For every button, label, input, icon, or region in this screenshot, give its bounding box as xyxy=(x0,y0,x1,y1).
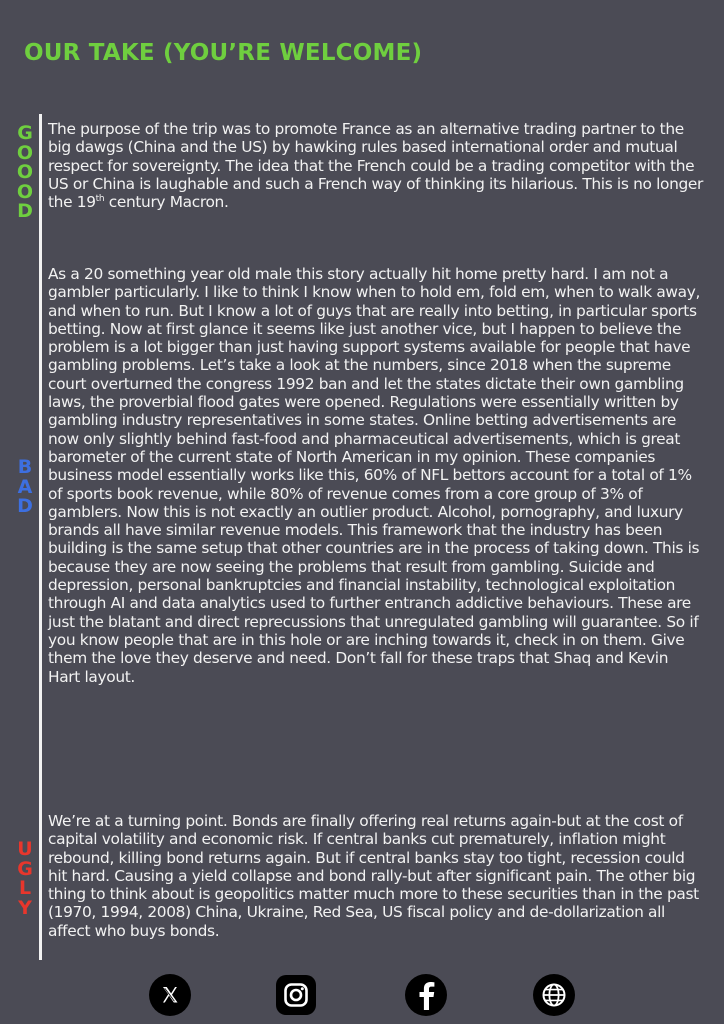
ugly-letter: L xyxy=(18,877,32,899)
ugly-letter: Y xyxy=(18,896,32,919)
good-label xyxy=(13,124,37,222)
vertical-divider xyxy=(39,114,42,960)
good-text-end: century Macron. xyxy=(104,193,229,212)
bad-letter: A xyxy=(17,475,33,498)
bad-label xyxy=(13,458,37,517)
instagram-icon[interactable] xyxy=(276,975,316,1015)
ugly-letter: U xyxy=(17,838,33,860)
good-letter: O xyxy=(16,141,34,164)
good-letter: G xyxy=(17,122,33,144)
instagram-glyph xyxy=(283,982,309,1008)
globe-glyph xyxy=(541,982,567,1008)
facebook-icon[interactable] xyxy=(405,974,447,1016)
ugly-letter: G xyxy=(17,857,33,880)
page-title: OUR TAKE (YOU’RE WELCOME) xyxy=(24,40,423,66)
x-icon[interactable] xyxy=(149,974,191,1016)
good-text: The purpose of the trip was to promote France as an alternative trading partner to the big dawgs (China and the US) by hawking rules based international order and mutual respect for sovereignty. The idea that the French could be a trading competitor with the US or China is laughable and such a French way of thinking its hilarious. This is no longer the 19 xyxy=(48,120,703,212)
good-letter: O xyxy=(16,161,34,183)
social-links xyxy=(0,974,724,1018)
bad-letter: B xyxy=(17,456,33,478)
good-paragraph xyxy=(48,120,704,211)
x-glyph xyxy=(160,985,180,1005)
ugly-label xyxy=(13,840,37,918)
facebook-glyph xyxy=(415,980,437,1010)
good-letter: O xyxy=(16,180,34,203)
good-letter: D xyxy=(17,200,33,222)
bad-letter: D xyxy=(17,495,33,517)
ugly-paragraph: We’re at a turning point. Bonds are finally offering real returns again-but at the cost of capital volatility and economic risk. If central banks cut prematurely, inflation might rebound, killing bond returns again. But if central banks stay too tight, recession could hit hard. Causing a yield collapse and bond rally-but after significant pain. The other big thing to think about is geopolitics matter much more to these securities than in the past (1970, 1994, 2008) China, Ukraine, Red Sea, US fiscal policy and de-dollarization all affect who buys bonds. xyxy=(48,812,699,940)
bad-paragraph: As a 20 something year old male this story actually hit home pretty hard. I am not a gambler particularly. I like to think I know when to hold em, fold em, when to walk away, and when to run. But I know a lot of guys that are really into betting, in particular sports betting. Now at first glance it seems like just another vice, but I happen to believe the problem is a lot bigger than just having support systems available for people that have gambling problems. Let’s take a look at the numbers, since 2018 when the supreme court overturned the congress 1992 ban and let the states dictate their own gambling laws, the proverbial flood gates were opened. Regulations were essentially written by gambling industry representatives in some states. Online betting advertisements are now only slightly behind fast-food and pharmaceutical advertisements, which is great barometer of the current state of North American in my opinion. These companies business model essentially works like this, 60% of NFL bettors account for a total of 1% of sports book revenue, while 80% of revenue comes from a core group of 3% of gamblers. Now this is not exactly an outlier product. Alcohol, pornography, and luxury brands all have similar revenue models. This framework that the industry has been building is the same setup that other countries are in the process of taking down. This is because they are now seeing the problems that result from gambling. Suicide and depression, personal bankruptcies and financial instability, technological exploitation through AI and data analytics used to further entranch addictive behaviours. These are just the blatant and direct reprecussions that unregulated gambling will guarantee. So if you know people that are in this hole or are inching towards it, check in on them. Give them the love they deserve and need. Don’t fall for these traps that Shaq and Kevin Hart layout. xyxy=(48,265,701,686)
globe-icon[interactable] xyxy=(533,974,575,1016)
good-superscript: th xyxy=(95,194,105,205)
